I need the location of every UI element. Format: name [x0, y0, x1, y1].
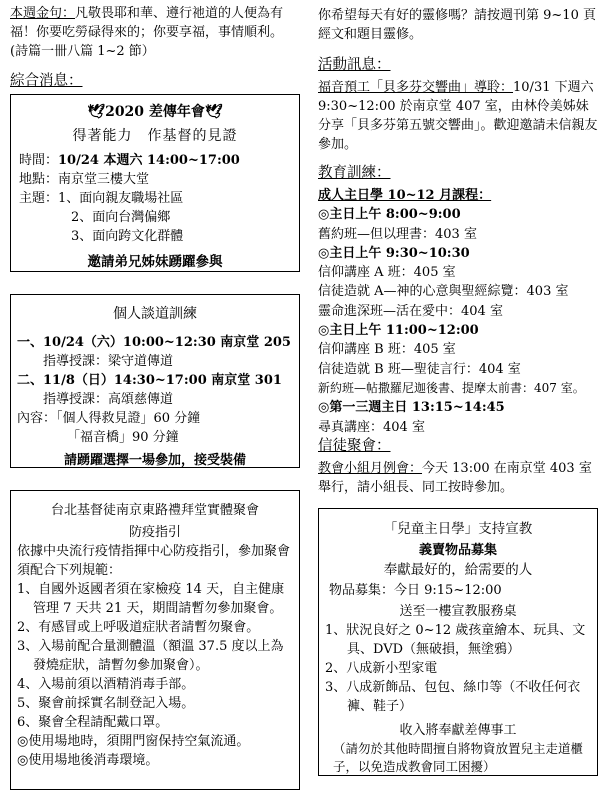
gathering-body	[318, 459, 598, 497]
annual-conference-box	[10, 94, 300, 272]
guideline-note-2: ◎使用場地後消毒環境。	[17, 753, 159, 768]
activity-text: 10/31 下週六 9:30~12:00 於南京堂 407 室，由林伶美姊妹分享「貝多芬第五號交響曲」。歡迎邀請未信親友參加。	[318, 80, 598, 152]
annual-invite: 邀請弟兄姊妹踴躍參與	[87, 254, 223, 270]
kids-item-1: 1、狀況良好之 0~12 歲孩童繪本、玩具、文具、DVD（無破損，無塗鴉）	[325, 623, 586, 657]
guideline-rule-5: 5、聚會前採實名制登記入場。	[17, 696, 195, 711]
guideline-title: 台北基督徒南京東路禮拜堂實體聚會	[50, 503, 259, 518]
verse-label: 本週金句：	[10, 6, 76, 21]
edu-line-10: 新約班—帖撒羅尼迦後書、提摩太前書：407 室。	[318, 380, 585, 395]
edu-line-7: ◎主日上午 11:00~12:00	[318, 323, 479, 339]
guideline-subtitle: 防疫指引	[128, 525, 181, 540]
kids-donate: 收入將奉獻差傳事工	[399, 723, 517, 738]
annual-topic-2: 2、面向台灣偏鄉	[71, 210, 171, 225]
verse-text: 凡敬畏耶和華、遵行祂道的人便為有福！你要吃勞碌得來的；你要享福，事情順利。(詩篇一卌八篇 1~2 節）	[10, 6, 284, 59]
guideline-rule-6: 6、聚會全程請配戴口罩。	[17, 715, 169, 730]
guideline-rule-3: 3、入場前配合量測體溫（額溫 37.5 度以上為發燒症狀，請暫勿參加聚會）。	[17, 639, 284, 673]
training-content: 內容：「個人得救見證」60 分鐘	[17, 411, 201, 426]
evangelism-note: 請踴躍選擇一場參加，接受裝備	[63, 453, 246, 468]
edu-line-3: ◎主日上午 9:30~10:30	[318, 245, 470, 261]
gathering-text: 今天 13:00 在南京堂 403 室舉行，請小組長、同工按時參加。	[318, 461, 592, 495]
kids-item-2: 2、八成新小型家電	[325, 661, 438, 676]
gathering-label: 教會小組月例會：	[318, 461, 423, 476]
evangelism-training-box	[10, 294, 300, 468]
epidemic-guideline-box	[10, 490, 300, 790]
session-1: 一、10/24（六）10:00~12:30 南京堂 205	[17, 335, 291, 350]
education-label: 成人主日學 10~12 月課程：	[318, 188, 492, 203]
kids-subtitle: 義賣物品募集	[418, 543, 497, 558]
guideline-rule-4: 4、入場前須以酒精消毒手部。	[17, 677, 195, 692]
annual-place: 地點：南京堂三樓大堂	[19, 172, 150, 187]
annual-topic: 主題：1、面向親友職場社區	[19, 191, 184, 206]
activity-label: 福音預工「貝多芬交響曲」導聆：	[318, 80, 514, 95]
kids-slogan: 奉獻最好的，給需要的人	[383, 562, 533, 578]
news-heading: 綜合消息：	[10, 73, 83, 89]
guideline-intro: 依據中央流行疫情指揮中心防疫指引，參加聚會須配合下列規範：	[17, 544, 291, 578]
guideline-rule-2: 2、有感冒或上呼吸道症狀者請暫勿聚會。	[17, 620, 260, 635]
guideline-rule-1: 1、自國外返國者須在家檢疫 14 天，自主健康管理 7 天共 21 天，期間請暫勿參加聚會。	[17, 582, 285, 616]
annual-time: 時間：10/24 本週六 14:00~17:00	[19, 153, 240, 168]
annual-topic-3: 3、面向跨文化群體	[71, 229, 184, 244]
edu-line-9: 信徒造就 B 班—聖徒言行：404 室	[318, 361, 521, 377]
gathering-heading: 信徒聚會：	[318, 438, 391, 454]
dove-icon-right: 🕊	[204, 104, 223, 120]
activity-heading: 活動訊息：	[318, 57, 391, 73]
annual-title: 🕊2020 差傳年會🕊	[87, 104, 223, 120]
kids-item-3: 3、八成新飾品、包包、絲巾等（不收任何衣褲、鞋子）	[325, 680, 581, 714]
annual-subtitle: 得著能力 作基督的見證	[72, 128, 238, 144]
edu-line-11: ◎第一三週主日 13:15~14:45	[318, 400, 505, 416]
kids-title: 「兒童主日學」支持宣教	[383, 521, 533, 537]
kids-sunday-school-box	[318, 508, 598, 776]
kids-collect: 物品募集：今日 9:15~12:00	[329, 583, 502, 598]
activity-body	[318, 78, 598, 154]
training-content-2: 「福音橋」90 分鐘	[67, 430, 179, 445]
edu-line-4: 信仰講座 A 班：405 室	[318, 265, 456, 281]
session-2-teacher: 指導授課：高頌慈傳道	[43, 392, 174, 407]
session-2: 二、11/8（日）14:30~17:00 南京堂 301	[17, 373, 282, 388]
edu-line-2: 舊約班—但以理書：403 室	[318, 226, 477, 242]
kids-deliver: 送至一樓宣教服務桌	[399, 604, 517, 619]
edu-line-6: 靈命進深班—活在愛中：404 室	[318, 303, 503, 319]
evangelism-title: 個人談道訓練	[113, 306, 197, 322]
edu-line-8: 信仰講座 B 班：405 室	[318, 342, 456, 358]
education-body	[318, 186, 598, 437]
dove-icon: 🕊	[87, 104, 106, 120]
session-1-teacher: 指導授課：梁守道傳道	[43, 354, 174, 369]
edu-line-12: 尋真講座：404 室	[318, 419, 425, 435]
edu-line-5: 信徒造就 A—神的心意與聖經綜覽：403 室	[318, 284, 569, 300]
education-heading: 教育訓練：	[318, 165, 391, 181]
edu-line-1: ◎主日上午 8:00~9:00	[318, 207, 461, 223]
kids-warning: （請勿於其他時間擅自將物資放置兒主走道櫃子，以免造成教會同工困擾）	[333, 741, 584, 774]
devotion-intro: 你希望每天有好的靈修嗎？請按週刊第 9~10 頁經文和題目靈修。	[318, 8, 596, 42]
guideline-note-1: ◎使用場地時，須開門窗保持空氣流通。	[17, 734, 250, 749]
weekly-verse	[10, 4, 300, 61]
